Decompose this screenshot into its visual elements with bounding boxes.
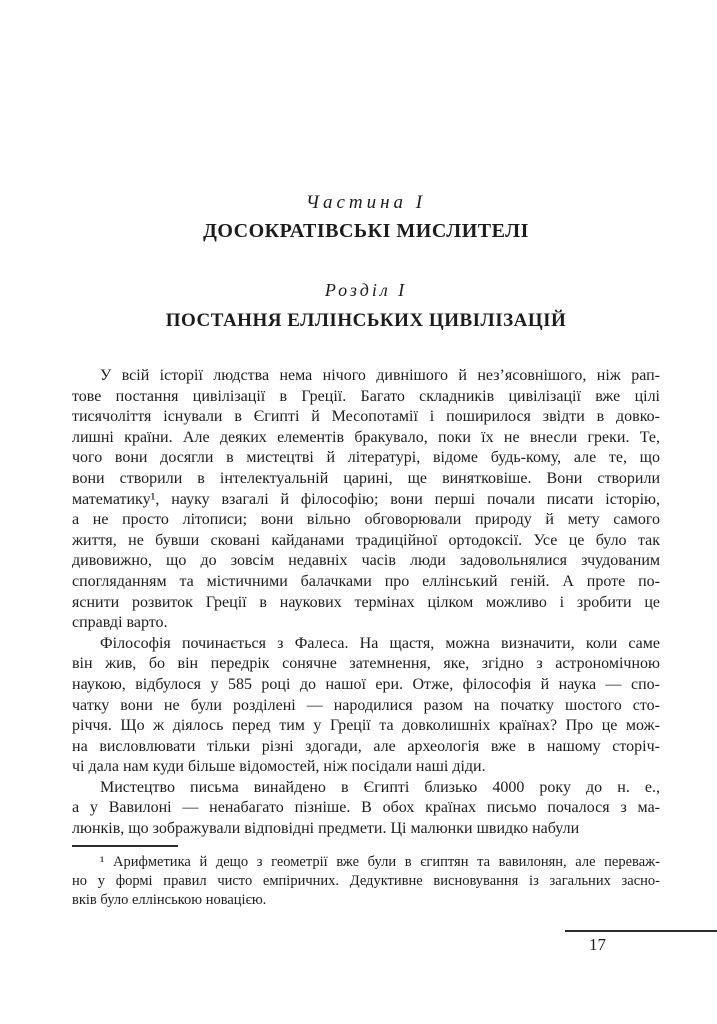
body-line: чі дала нам куди більше відомостей, ніж посідали наші діди.	[72, 758, 486, 776]
body-line: життя, не бувши сковані кайданами традиційної ортодоксії. Усе це було так	[72, 531, 660, 549]
footnote-text	[72, 853, 660, 910]
body-line: а у Вавилоні — ненабагато пізніше. В обох країнах письмо почалося з ма-	[72, 799, 660, 817]
footer-rule	[565, 930, 717, 932]
body-line: люнків, що зображували відповідні предмети. Ці малюнки швидко набули	[72, 820, 580, 838]
body-line: наукою, відбулося у 585 році до нашої ери. Отже, філософія й наука — спо-	[72, 675, 660, 693]
body-line: яснити розвиток Греції в наукових термінах цілком можливо і зробити це	[72, 593, 660, 611]
body-text	[72, 366, 660, 840]
body-line: а не просто літописи; вони вільно обговорювали природу й мету самого	[72, 511, 660, 529]
body-line: він жив, бо він передрік сонячне затемнення, яке, згідно з астрономічною	[72, 655, 660, 673]
footnote-line: вків було еллінською новацією.	[72, 892, 267, 908]
footnote-separator-rule	[72, 845, 178, 847]
body-line: У всій історії людства нема нічого дивнішого й нез’ясовнішого, ніж рап-	[100, 367, 660, 384]
body-line: тисячоліття існували в Єгипті й Месопотамії і поширилося звідти в довко-	[72, 408, 660, 426]
body-line: річчя. Що ж діялось перед тим у Греції та довколишніх країнах? Про це мож-	[72, 717, 660, 735]
body-line: Філософія починається з Фалеса. На щастя, можна визначити, коли саме	[100, 634, 660, 652]
footnote	[72, 845, 660, 910]
body-line: справді варто.	[72, 614, 168, 632]
page-number: 17	[589, 935, 606, 954]
chapter-heading: Розділ I	[324, 280, 408, 300]
body-line: на висловлювати тільки різні здогади, але археологія вже в нашому сторіч-	[72, 737, 660, 755]
body-line: вони створили в інтелектуальній царині, ще винятковіше. Вони створили	[72, 469, 660, 487]
body-line: дивовижно, що до зовсім недавніх часів люди задовольнялися зчудованим	[72, 552, 660, 570]
part-heading: Частина I	[305, 192, 427, 213]
body-line: математику¹, науку взагалі й філософію; вони перші почали писати історію,	[72, 490, 660, 508]
footnote-line: ¹ Арифметика й дещо з геометрії вже були в єгиптян та вавилонян, але переваж-	[100, 854, 660, 870]
body-line: Мистецтво письма винайдено в Єгипті близько 4000 року до н. е.,	[100, 778, 660, 796]
body-line: тове постання цивілізації в Греції. Багато складників цивілізації вже цілі	[72, 387, 660, 405]
part-title: ДОСОКРАТІВСЬКІ МИСЛИТЕЛІ	[203, 220, 529, 242]
body-line: чатку вони не були розділені — народилися разом на початку шостого сто-	[72, 696, 660, 714]
chapter-title: ПОСТАННЯ ЕЛЛІНСЬКИХ ЦИВІЛІЗАЦІЙ	[165, 310, 567, 331]
body-line: чого вони досягли в мистецтві й літературі, відоме будь-кому, але те, що	[72, 449, 660, 467]
footnote-line: но у формі правил чисто емпіричних. Дедуктивне висновування із загальних засно-	[72, 873, 660, 889]
body-line: лишні країни. Але деяких елементів бракувало, поки їх не внесли греки. Те,	[72, 428, 660, 446]
body-line: спогляданням та містичними балачками про еллінський геній. А проте по-	[72, 572, 660, 590]
